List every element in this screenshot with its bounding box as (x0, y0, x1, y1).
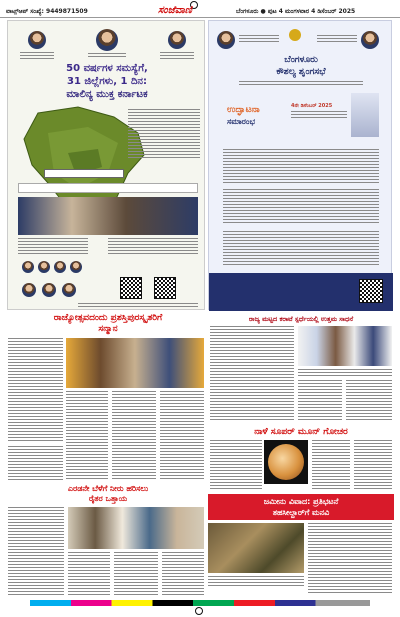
headline-line: ಸನ್ಮಾನ (98, 324, 118, 334)
event-date: 4ನೇ ಡಿಸೆಂಬರ್ 2025 (291, 103, 333, 109)
article-body (66, 391, 108, 481)
ad-headline-line2: 31 ಜಿಲ್ಲೆಗಳು, 1 ದಿನ: (67, 76, 147, 87)
headline-line: ಎರಡನೇ ಬೆಳೆಗೆ ನೀರು ಹರಿಸಲು (67, 484, 149, 493)
ad-caption-text (18, 238, 88, 256)
headline-line: ರಾಜ್ಯೋತ್ಸವದಂದು ಪ್ರಶಸ್ತಿಪುರಸ್ಕೃತರಿಗೆ (53, 313, 163, 323)
avatar (22, 261, 34, 273)
article-body (210, 326, 294, 422)
article-photo (298, 326, 392, 366)
article-headline (8, 484, 208, 504)
ad-photo-band (18, 197, 198, 235)
headline-line: ಜಮೀನು ವಿವಾದ: ಪ್ರತಿಭಟನೆ (263, 497, 339, 506)
ad-headline-line1: 50 ವರ್ಷಗಳ ಸಮಸ್ಯೆಗೆ, (66, 63, 148, 74)
article-body (8, 446, 63, 481)
article-headline: ರಾಜ್ಯ ಮಟ್ಟದ ಕರಾಟೆ ಸ್ಪರ್ಧೆಯಲ್ಲಿ ಉತ್ತಮ ಸಾಧನೆ (248, 315, 354, 323)
caption-text (160, 52, 194, 60)
photo-caption (298, 369, 392, 377)
article-body (346, 380, 392, 422)
article-body (114, 552, 158, 595)
guest-list (223, 189, 379, 225)
avatar (28, 31, 46, 49)
article-headline: ನಾಳೆ ಸೂಪರ್ ಮೂನ್ ಗೋಚರ (254, 427, 348, 437)
inauguration-title-line2: ಸಮಾರಂಭ (227, 117, 255, 126)
illustration-icon (351, 93, 379, 137)
ad-info-strip (18, 183, 198, 193)
qr-code-icon (120, 277, 142, 299)
headline-line: ರೈತರ ಒತ್ತಾಯ (88, 494, 128, 503)
ad-caption-text (108, 238, 198, 256)
article-body (312, 440, 350, 490)
article-body (354, 440, 392, 490)
photo-caption (208, 576, 304, 588)
newspaper-logo: ಸಂಜೆವಾಣಿ (158, 5, 192, 16)
article-photo (68, 507, 204, 549)
headline-line: ತಹಸೀಲ್ದಾರ್‌ಗೆ ಮನವಿ (272, 508, 330, 517)
dateline: ಬೆಂಗಳೂರು ● ಪುಟ 4 ಮಂಗಳವಾರ 4 ಡಿಸೆಂಬರ್ 2025 (236, 8, 356, 15)
emblem-icon (289, 29, 301, 41)
caption-text (317, 35, 357, 43)
avatar (62, 283, 76, 297)
summit-title-line1: ಬೆಂಗಳೂರು (284, 55, 318, 65)
guest-list (223, 231, 379, 267)
inauguration-box (223, 93, 379, 143)
summit-subtitle (239, 81, 363, 85)
article-body (8, 338, 63, 443)
avatar (217, 31, 235, 49)
article-body (160, 391, 204, 481)
whatsapp-number: ವಾಟ್ಸ್ಆಪ್ ಸಂಖ್ಯೆ: 9449871509 (6, 8, 88, 15)
masthead (0, 0, 400, 18)
avatar (361, 31, 379, 49)
avatar (168, 31, 186, 49)
article-body (112, 391, 156, 481)
registration-mark-icon (195, 607, 203, 615)
article-body (8, 507, 64, 595)
event-venue (291, 111, 347, 119)
caption-text (239, 35, 279, 43)
color-bar-icon (30, 600, 370, 606)
article-headline (8, 313, 208, 335)
inauguration-title-line1: ಉದ್ಘಾಟನಾ (227, 105, 260, 115)
ad-left (7, 20, 205, 310)
article-headline-banner (208, 494, 394, 520)
avatar (38, 261, 50, 273)
ad-headline-line3: ಮಾಲಿನ್ಯ ಮುಕ್ತ ಕರ್ನಾಟಕ (66, 89, 148, 100)
avatar (70, 261, 82, 273)
article-body (68, 552, 110, 595)
avatar (96, 29, 118, 51)
article-photo (208, 523, 304, 573)
avatar (54, 261, 66, 273)
ad-body-text (128, 109, 200, 159)
summit-title-line2: ಕೌಶಲ್ಯ ಶೃಂಗಸಭೆ (276, 67, 326, 77)
avatar (22, 283, 36, 297)
article-body (298, 380, 342, 422)
moon-icon (264, 440, 308, 484)
article-body (162, 552, 204, 595)
article-body (210, 440, 262, 490)
article-body (308, 523, 392, 595)
caption-text (20, 52, 54, 60)
qr-code-icon (154, 277, 176, 299)
caption-text (88, 53, 126, 59)
ad-date-strip (44, 169, 124, 178)
guest-list (223, 149, 379, 183)
ad-footer-text (78, 303, 198, 308)
avatar (42, 283, 56, 297)
qr-code-icon (359, 279, 383, 303)
article-photo (66, 338, 204, 388)
ad-right (208, 20, 392, 310)
